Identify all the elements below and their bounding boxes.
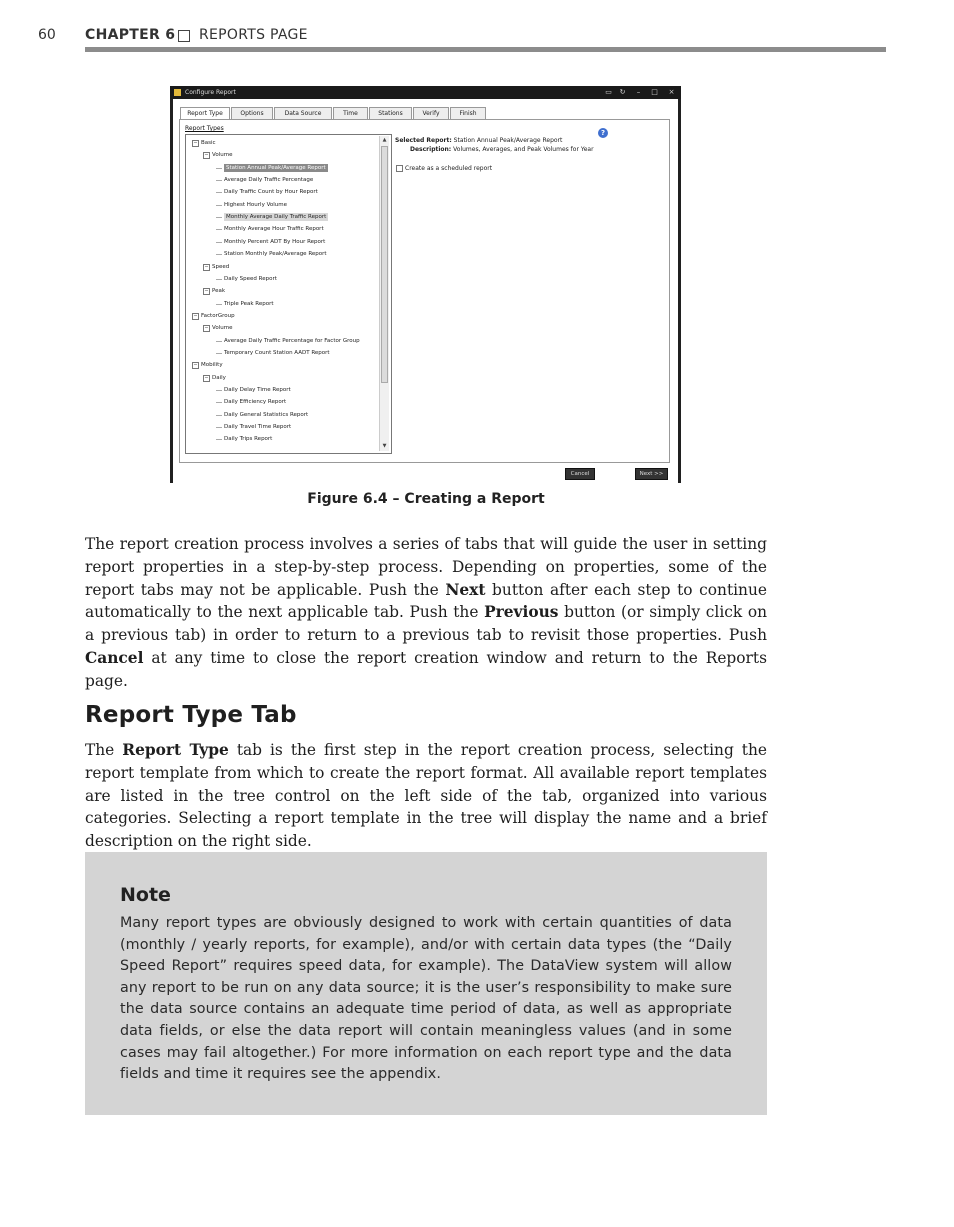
para1-bold-next: Next [445, 580, 486, 599]
intro-paragraph [85, 533, 767, 693]
tree-report-item[interactable]: Daily Speed Report [224, 275, 277, 282]
tree-category[interactable]: Basic [201, 140, 216, 146]
tree-report-item[interactable]: Temporary Count Station AADT Report [224, 349, 330, 356]
scrollbar-thumb[interactable] [381, 146, 388, 383]
tree-category[interactable]: Volume [212, 152, 233, 159]
section-name: REPORTS PAGE [199, 27, 308, 43]
note-body: Many report types are obviously designed to work with certain quantities of data (monthly / yearly reports, for example), and/or with certain data types (the “Daily Speed Report” requires speed data, for example). The DataView system will allow any report to be run on any data source; it is the user’s responsibility to make sure the data source contains an adequate time period of data, as well as appropriate data fields, or else the data report will contain meaningless values (and in some cases may fail altogether.) For more information on each report type and the data fields and time it requires see the appendix. [120, 915, 732, 1083]
tree-connector [216, 304, 222, 305]
schedule-checkbox-label: Create as a scheduled report [405, 165, 493, 172]
tree-collapse-icon[interactable]: − [193, 362, 198, 369]
para1-bold-cancel: Cancel [85, 648, 144, 667]
schedule-option[interactable] [405, 165, 492, 172]
tab-time[interactable]: Time [333, 107, 368, 119]
tab-verify[interactable]: Verify [413, 107, 449, 119]
tree-report-item[interactable]: Daily Travel Time Report [224, 424, 292, 431]
tree-category[interactable]: Speed [212, 263, 230, 270]
tree-connector [216, 242, 222, 243]
note-box [85, 852, 767, 1115]
section-heading: Report Type Tab [85, 702, 297, 728]
app-icon [174, 89, 181, 96]
tree-collapse-icon[interactable]: − [193, 312, 198, 319]
tree-report-item[interactable]: Average Daily Traffic Percentage [224, 177, 314, 184]
tree-report-item[interactable]: Monthly Percent ADT By Hour Report [224, 238, 326, 245]
tree-category[interactable]: Daily [212, 374, 226, 381]
selected-report-value: Station Annual Peak/Average Report [453, 137, 563, 144]
tree-scrollbar[interactable] [379, 136, 389, 451]
tree-connector [216, 168, 222, 169]
report-type-tree[interactable] [185, 134, 392, 454]
configure-report-window [170, 86, 681, 483]
para1-text-3: button (or simply click on a previous tab) in order to return to a previous tab to revisit those properties. Push [85, 603, 767, 645]
report-description [410, 146, 594, 153]
tree-connector [216, 402, 222, 403]
para1-text-2: button after each step to continue automatically to the next applicable tab. Push the [85, 580, 767, 622]
para2-bold-report-type: Report Type [122, 741, 229, 759]
chapter-label: CHAPTER 6 [85, 27, 176, 43]
tree-collapse-icon[interactable]: − [193, 140, 198, 146]
description-label: Description: [410, 146, 452, 153]
chapter-separator-box [178, 30, 190, 42]
report-type-paragraph [85, 739, 767, 853]
selected-report [395, 137, 562, 144]
para1-bold-previous: Previous [484, 603, 559, 622]
tree-report-item[interactable]: Monthly Average Daily Traffic Report [226, 214, 327, 221]
tree-report-item[interactable]: Triple Peak Report [224, 300, 274, 307]
maximize-icon[interactable]: □ [651, 88, 658, 96]
close-icon[interactable]: × [668, 88, 675, 96]
tree-connector [216, 229, 222, 230]
minimize-icon[interactable]: – [636, 88, 641, 96]
tab-options[interactable]: Options [231, 107, 273, 119]
print-icon[interactable]: ▭ [605, 88, 612, 96]
tree-connector [216, 427, 222, 428]
tree-collapse-icon[interactable]: − [204, 325, 209, 332]
para1-text-4: at any time to close the report creation window and return to the Reports page. [85, 648, 767, 690]
tree-category[interactable]: Peak [212, 288, 226, 295]
para2-text-2: tab is the first step in the report creation process, selecting the report template from which to create the report format. All available report templates are listed in the tree control on the left side of the tab, organized into various categories. Selecting a report template in the tree will display the name and a brief description on the right side. [85, 741, 767, 851]
tree-connector [216, 439, 222, 440]
report-type-panel [179, 119, 670, 463]
tree-connector [216, 205, 222, 206]
refresh-icon[interactable]: ↻ [619, 88, 626, 96]
selected-report-label: Selected Report: [395, 137, 452, 144]
tree-report-item[interactable]: Average Daily Traffic Percentage for Factor Group [224, 337, 360, 344]
description-value: Volumes, Averages, and Peak Volumes for Year [453, 146, 594, 153]
note-title: Note [120, 884, 171, 906]
tree-connector [216, 180, 222, 181]
scroll-up-icon[interactable]: ▲ [382, 137, 387, 143]
report-types-label: Report Types [185, 125, 224, 132]
tree-collapse-icon[interactable]: − [204, 288, 209, 295]
tree-connector [216, 415, 222, 416]
figure-caption: Figure 6.4 – Creating a Report [307, 491, 545, 507]
tree-report-item[interactable]: Daily Efficiency Report [224, 399, 287, 406]
tree-report-item[interactable]: Daily General Statistics Report [224, 411, 309, 418]
tree-report-item[interactable]: Daily Trips Report [224, 436, 273, 443]
tab-data-source[interactable]: Data Source [274, 107, 332, 119]
tree-connector [216, 254, 222, 255]
header-rule [85, 47, 886, 52]
tab-stations[interactable]: Stations [369, 107, 412, 119]
para1-text-1: The report creation process involves a series of tabs that will guide the user in setting report properties in a step-by-step process. Depending on properties, some of the report tabs may not be applicable. Push the [85, 535, 767, 599]
tree-collapse-icon[interactable]: − [204, 152, 209, 159]
tree-connector [216, 217, 222, 218]
tab-finish[interactable]: Finish [450, 107, 486, 119]
scroll-down-icon[interactable]: ▼ [382, 443, 387, 449]
tree-connector [216, 279, 222, 280]
tree-collapse-icon[interactable]: − [204, 374, 209, 381]
tree-connector [216, 192, 222, 193]
tree-category[interactable]: FactorGroup [201, 312, 235, 319]
schedule-checkbox[interactable] [396, 165, 403, 172]
window-title: Configure Report [185, 89, 236, 96]
tree-report-item[interactable]: Daily Delay Time Report [224, 387, 291, 393]
tree-report-item[interactable]: Monthly Average Hour Traffic Report [224, 226, 324, 233]
tree-connector [216, 353, 222, 354]
tree-category[interactable]: Volume [212, 325, 233, 332]
next-button[interactable]: Next >> [635, 468, 668, 480]
tree-report-item[interactable]: Highest Hourly Volume [224, 201, 288, 208]
running-header [38, 26, 886, 54]
tree-report-item[interactable]: Station Annual Peak/Average Report [226, 164, 326, 171]
tree-report-item[interactable]: Daily Traffic Count by Hour Report [224, 189, 318, 196]
tree-connector [216, 341, 222, 342]
page-number: 60 [38, 27, 56, 43]
help-icon[interactable]: ? [598, 128, 608, 138]
tree-category[interactable]: Mobility [201, 362, 223, 369]
tree-connector [216, 390, 222, 391]
cancel-button[interactable]: Cancel [565, 468, 595, 480]
tree-report-item[interactable]: Station Monthly Peak/Average Report [224, 251, 327, 258]
tab-report-type[interactable]: Report Type [180, 107, 230, 120]
para2-text-1: The [85, 741, 123, 759]
window-client-area [173, 99, 678, 483]
tree-collapse-icon[interactable]: − [204, 263, 209, 270]
window-titlebar [170, 86, 681, 99]
